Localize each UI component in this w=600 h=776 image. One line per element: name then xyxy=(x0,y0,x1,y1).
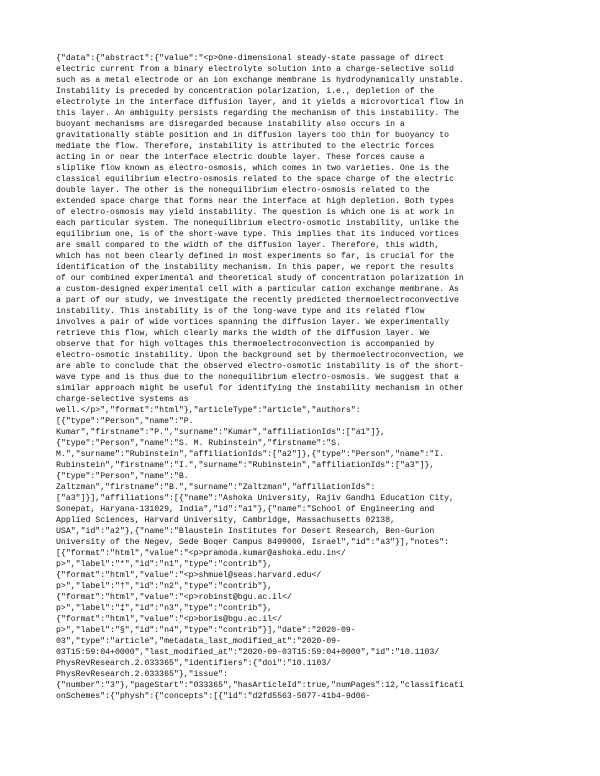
text-line: are able to conclude that the observed electro-osmotic instability is of the short- xyxy=(56,362,464,371)
text-line: well.</p>","format":"html"},"articleType":"article","authors": xyxy=(56,406,361,415)
text-line: Zaltzman","firstname":"B.","surname":"Zaltzman","affiliationIds": xyxy=(56,483,376,492)
text-line: PhysRevResearch.2.033365"},"issue": xyxy=(56,670,228,679)
text-line: charge-selective systems as xyxy=(56,395,189,404)
text-line: involves a pair of wide vortices spanning the diffusion layer. We experimentally xyxy=(56,318,450,327)
text-line: sliplike flow known as electro-osmosis, which comes in two varieties. One is the xyxy=(56,164,450,173)
text-line: ["a3"]}],"affiliations":[{"name":"Ashoka University, Rajiv Gandhi Education City, xyxy=(56,494,454,503)
text-line: [{"type":"Person","name":"P. xyxy=(56,417,194,426)
text-line: Sonepat, Haryana-131029, India","id":"a1"},{"name":"School of Engineering and xyxy=(56,505,435,514)
text-line: of electro-osmosis may yield instability. The question is which one is at work in xyxy=(56,208,454,217)
text-line: observe that for high voltages this thermoelectroconvection is accompanied by xyxy=(56,340,435,349)
text-line: electro-osmotic instability. Upon the background set by thermoelectroconvection, we xyxy=(56,351,464,360)
text-line: are small compared to the width of the diffusion layer. Therefore, this width, xyxy=(56,241,440,250)
text-line: such as a metal electrode or an ion exchange membrane is hydrodynamically unstable. xyxy=(56,76,464,85)
text-line: wave type and is thus due to the nonequilibrium electro-osmosis. We suggest that a xyxy=(56,373,459,382)
text-line: M.","surname":"Rubinstein","affiliationIds":["a2"]},{"type":"Person","name":"I. xyxy=(56,450,445,459)
text-line: {"format":"html","value":"<p>robinst@bgu.ac.il</ xyxy=(56,593,292,602)
text-line: electric current from a binary electrolyte solution into a charge-selective solid xyxy=(56,65,454,74)
text-line: {"type":"Person","name":"B. xyxy=(56,472,189,481)
text-line: electrolyte in the interface diffusion layer, and it yields a microvortical flow in xyxy=(56,98,464,107)
text-line: extended space charge that forms near the interface at high depletion. Both types xyxy=(56,197,454,206)
text-line: 03","type":"article","metadata_last_modified_at":"2020-09- xyxy=(56,637,341,646)
text-line: acting in or near the interface electric double layer. These forces cause a xyxy=(56,153,425,162)
text-line: identification of the instability mechanism. In this paper, we report the results xyxy=(56,263,454,272)
text-line: p>","label":"†","id":"n2","type":"contrib"}, xyxy=(56,582,273,591)
text-line: {"data":{"abstract":{"value":"<p>One-dimensional steady-state passage of direct xyxy=(56,54,445,63)
text-line: p>","label":"‡","id":"n3","type":"contrib"}, xyxy=(56,604,273,613)
text-line: a part of our study, we investigate the recently predicted thermoelectroconvective xyxy=(56,296,459,305)
json-text-block xyxy=(56,53,546,702)
text-line: {"type":"Person","name":"S. M. Rubinstein","firstname":"S. xyxy=(56,439,341,448)
text-line: Instability is preceded by concentration polarization, i.e., depletion of the xyxy=(56,87,435,96)
text-line: {"number":"3"},"pageStart":"033365","hasArticleId":true,"numPages":12,"classificati xyxy=(56,681,464,690)
text-line: buoyant mechanisms are disregarded because instability also occurs in a xyxy=(56,120,405,129)
text-line: p>","label":"*","id":"n1","type":"contrib"}, xyxy=(56,560,273,569)
text-line: a custom-designed experimental cell with a particular cation exchange membrane. As xyxy=(56,285,459,294)
text-line: classical equilibrium electro-osmosis related to the space charge of the electric xyxy=(56,175,454,184)
text-line: instability. This instability is of the long-wave type and its related flow xyxy=(56,307,425,316)
text-line: {"format":"html","value":"<p>shmuel@seas.harvard.edu</ xyxy=(56,571,322,580)
text-line: similar approach might be useful for identifying the instability mechanism in other xyxy=(56,384,464,393)
text-line: PhysRevResearch.2.033365","identifiers":{"doi":"10.1103/ xyxy=(56,659,332,668)
text-line: [{"format":"html","value":"<p>pramoda.kumar@ashoka.edu.in</ xyxy=(56,549,346,558)
text-line: p>","label":"§","id":"n4","type":"contrib"}],"date":"2020-09- xyxy=(56,626,356,635)
text-line: retrieve this flow, which clearly marks the width of the diffusion layer. We xyxy=(56,329,430,338)
text-line: equilibrium one, is of the short-wave type. This implies that its induced vortices xyxy=(56,230,459,239)
text-line: this layer. An ambiguity persists regarding the mechanism of this instability. The xyxy=(56,109,459,118)
text-line: of our combined experimental and theoretical study of concentration polarization in xyxy=(56,274,464,283)
text-line: each particular system. The nonequilibrium electro-osmotic instability, unlike the xyxy=(56,219,459,228)
text-line: Rubinstein","firstname":"I.","surname":"Rubinstein","affiliationIds":["a3"]}, xyxy=(56,461,435,470)
text-line: gravitationally stable position and in diffusion layers too thin for buoyancy to xyxy=(56,131,450,140)
text-line: onSchemes":{"physh":{"concepts":[{"id":"d2fd5563-5077-41b4-9d06- xyxy=(56,692,371,701)
text-line: double layer. The other is the nonequilibrium electro-osmosis related to the xyxy=(56,186,430,195)
text-line: mediate the flow. Therefore, instability is attributed to the electric forces xyxy=(56,142,435,151)
text-line: USA","id":"a2"},{"name":"Blaustein Institutes for Desert Research, Ben-Gurion xyxy=(56,527,435,536)
text-line: which has not been clearly defined in most experiments so far, is crucial for the xyxy=(56,252,454,261)
text-line: Kumar","firstname":"P.","surname":"Kumar","affiliationIds":["a1"]}, xyxy=(56,428,386,437)
text-line: University of the Negev, Sede Boqer Campus 8499000, Israel","id":"a3"}],"notes": xyxy=(56,538,450,547)
text-line: Applied Sciences, Harvard University, Cambridge, Massachusetts 02138, xyxy=(56,516,396,525)
text-line: 03T15:59:04+0000","last_modified_at":"2020-09-03T15:59:04+0000","id":"10.1103/ xyxy=(56,648,440,657)
text-line: {"format":"html","value":"<p>boris@bgu.ac.il</ xyxy=(56,615,283,624)
